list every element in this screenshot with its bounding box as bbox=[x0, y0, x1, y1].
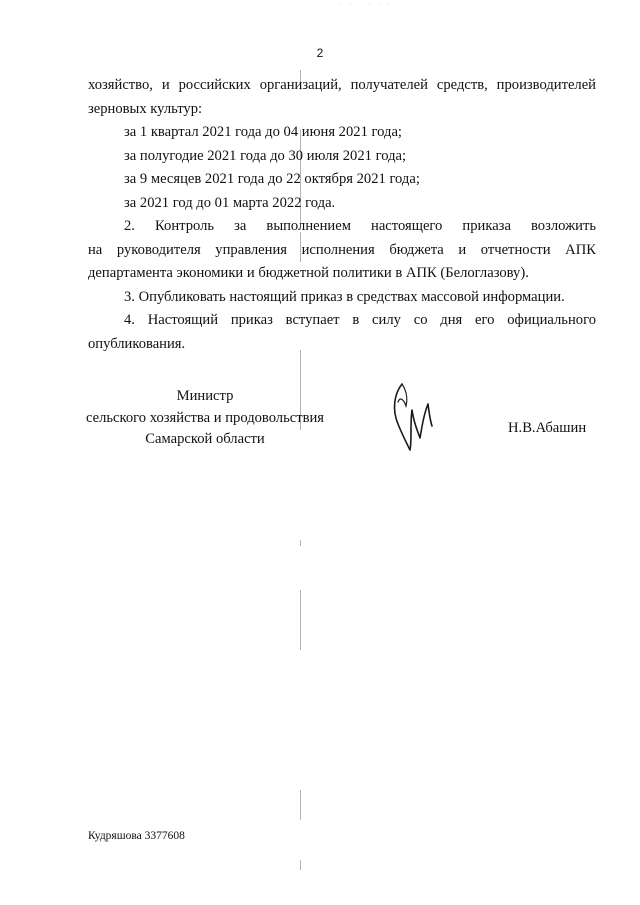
handwritten-signature bbox=[388, 380, 438, 460]
scan-artifact-line bbox=[300, 590, 301, 650]
page-number: 2 bbox=[316, 46, 324, 60]
signer-name: Н.В.Абашин bbox=[508, 420, 587, 436]
signatory-title-line: сельского хозяйства и продовольствия bbox=[85, 409, 325, 426]
paragraph-line: хозяйство, и российских организаций, получателей средств, производителей bbox=[88, 77, 596, 93]
executor-contact: Кудряшова 3377608 bbox=[88, 830, 185, 842]
item-2-line: департамента экономики и бюджетной политики в АПК (Белоглазову). bbox=[88, 265, 529, 281]
paragraph-line: зерновых культур: bbox=[88, 100, 203, 117]
deadline-item: за 9 месяцев 2021 года до 22 октября 2021 года; bbox=[124, 171, 420, 187]
item-4-line: 4. Настоящий приказ вступает в силу со дня его официального bbox=[124, 312, 596, 328]
item-2-line: 2. Контроль за выполнением настоящего приказа возложить bbox=[124, 218, 596, 234]
scan-artifact-line bbox=[300, 860, 301, 870]
deadline-item: за 1 квартал 2021 года до 04 июня 2021 года; bbox=[124, 124, 402, 140]
scan-artifact-line bbox=[300, 790, 301, 820]
signatory-title-line: Министр bbox=[176, 388, 234, 404]
deadline-item: за полугодие 2021 года до 30 июля 2021 года; bbox=[124, 147, 407, 164]
scan-artifact: · · · · · · bbox=[340, 2, 393, 8]
scan-artifact-line bbox=[300, 540, 301, 546]
item-4-line: опубликования. bbox=[88, 335, 186, 352]
signatory-title bbox=[60, 386, 350, 451]
item-3: 3. Опубликовать настоящий приказ в средствах массовой информации. bbox=[124, 288, 565, 305]
item-2-line: на руководителя управления исполнения бюджета и отчетности АПК bbox=[88, 241, 596, 258]
signatory-title-line: Самарской области bbox=[145, 431, 265, 447]
deadline-item: за 2021 год до 01 марта 2022 года. bbox=[124, 194, 336, 211]
document-body bbox=[88, 74, 596, 356]
